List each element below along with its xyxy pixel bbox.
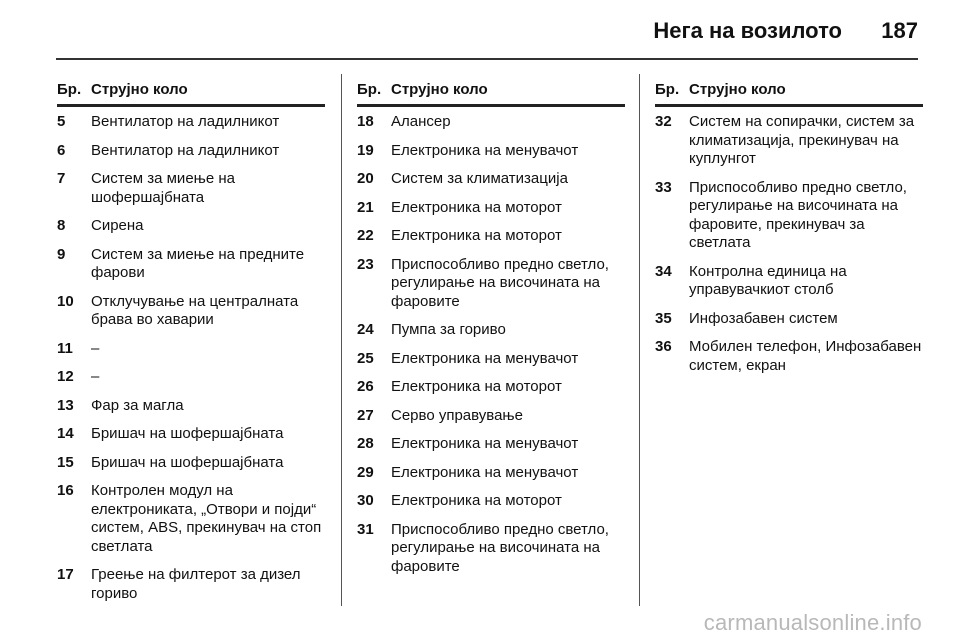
fuse-row xyxy=(357,170,625,189)
fuse-number: 8 xyxy=(57,217,66,234)
fuse-row xyxy=(57,246,325,283)
fuse-number: 35 xyxy=(655,309,672,327)
fuse-circuit: Систем за миење на шофершајбната xyxy=(91,170,235,206)
fuse-row xyxy=(57,425,325,444)
fuse-circuit: Мобилен телефон, Инфозабавен систем, екран xyxy=(689,338,922,374)
fuse-circuit: Фар за магла xyxy=(91,396,184,414)
fuse-number: 10 xyxy=(57,292,74,310)
fuse-circuit: Систем за климатизација xyxy=(391,170,568,187)
fuse-number: 24 xyxy=(357,321,374,338)
fuse-row xyxy=(357,464,625,483)
fuse-number: 21 xyxy=(357,198,374,216)
fuse-circuit: Пумпа за гориво xyxy=(391,321,506,338)
fuse-circuit: Контролна единица на управувачкиот столб xyxy=(689,262,847,298)
page-header xyxy=(0,0,960,60)
fuse-number: 9 xyxy=(57,245,66,263)
fuse-row xyxy=(57,368,325,387)
fuse-circuit: – xyxy=(91,339,100,357)
fuse-circuit: Систем на сопирачки, систем за климатизација, прекинувач на куплунгот xyxy=(689,113,915,167)
fuse-row xyxy=(357,199,625,218)
fuse-column-2 xyxy=(357,80,625,586)
fuse-circuit: Електроника на моторот xyxy=(391,198,562,216)
fuse-column-3 xyxy=(655,80,923,385)
fuse-row xyxy=(655,113,923,169)
fuse-row xyxy=(57,340,325,359)
fuse-circuit: Електроника на моторот xyxy=(391,378,562,395)
fuse-row xyxy=(357,321,625,340)
fuse-number: 22 xyxy=(357,227,374,244)
fuse-number: 12 xyxy=(57,368,74,385)
fuse-row xyxy=(57,293,325,330)
column-header-number: Бр. xyxy=(57,81,82,98)
fuse-number: 17 xyxy=(57,566,74,583)
column-header xyxy=(57,80,325,107)
fuse-row xyxy=(357,521,625,577)
fuse-row xyxy=(57,217,325,236)
fuse-number: 25 xyxy=(357,349,374,367)
column-header xyxy=(357,80,625,107)
fuse-number: 19 xyxy=(357,141,374,159)
fuse-number: 13 xyxy=(57,396,74,414)
fuse-circuit: Сирена xyxy=(91,217,144,234)
fuse-number: 33 xyxy=(655,178,672,196)
fuse-list xyxy=(357,113,625,576)
fuse-row xyxy=(57,566,325,603)
fuse-circuit: Приспособливо предно светло, регулирање на височината на фаровите xyxy=(391,520,609,575)
fuse-circuit: Вентилатор на ладилникот xyxy=(91,113,280,130)
fuse-row xyxy=(57,397,325,416)
fuse-number: 16 xyxy=(57,482,74,499)
fuse-number: 15 xyxy=(57,453,74,471)
fuse-row xyxy=(357,492,625,511)
fuse-list xyxy=(57,113,325,603)
fuse-row xyxy=(57,482,325,556)
fuse-circuit: Приспособливо предно светло, регулирање на височината на фаровите xyxy=(391,255,609,310)
fuse-row xyxy=(655,179,923,253)
fuse-row xyxy=(655,310,923,329)
fuse-number: 7 xyxy=(57,170,66,187)
fuse-row xyxy=(357,142,625,161)
fuse-circuit: Електроника на менувачот xyxy=(391,349,579,367)
fuse-number: 26 xyxy=(357,378,374,395)
fuse-circuit: – xyxy=(91,368,100,385)
fuse-circuit: Електроника на моторот xyxy=(391,227,562,244)
fuse-list xyxy=(655,113,923,375)
fuse-circuit: Електроника на менувачот xyxy=(391,435,579,452)
fuse-number: 36 xyxy=(655,338,672,355)
fuse-number: 20 xyxy=(357,170,374,187)
column-header-circuit: Струјно коло xyxy=(391,81,488,98)
fuse-circuit: Серво управување xyxy=(391,406,523,424)
fuse-number: 14 xyxy=(57,425,74,442)
fuse-number: 30 xyxy=(357,492,374,509)
fuse-row xyxy=(57,454,325,473)
fuse-circuit: Електроника на менувачот xyxy=(391,141,579,159)
fuse-number: 5 xyxy=(57,113,66,130)
fuse-circuit: Бришач на шофершајбната xyxy=(91,453,284,471)
fuse-row xyxy=(357,350,625,369)
column-divider xyxy=(639,74,640,606)
fuse-circuit: Систем за миење на предните фарови xyxy=(91,245,305,281)
fuse-row xyxy=(357,113,625,132)
fuse-circuit: Отклучување на централната брава во хаварии xyxy=(91,292,299,328)
fuse-number: 11 xyxy=(57,339,73,357)
column-header-circuit: Струјно коло xyxy=(91,81,188,98)
fuse-row xyxy=(357,378,625,397)
column-header-number: Бр. xyxy=(357,81,382,98)
fuse-row xyxy=(655,338,923,375)
fuse-row xyxy=(57,170,325,207)
fuse-number: 6 xyxy=(57,141,66,159)
fuse-number: 28 xyxy=(357,435,374,452)
page-number: 187 xyxy=(881,18,918,43)
column-header xyxy=(655,80,923,107)
fuse-number: 27 xyxy=(357,406,374,424)
fuse-circuit: Контролен модул на електрониката, „Отвори и појди“ систем, ABS, прекинувач на стоп светлата xyxy=(91,482,322,555)
fuse-row xyxy=(357,435,625,454)
fuse-number: 31 xyxy=(357,520,374,538)
column-header-number: Бр. xyxy=(655,81,680,98)
column-header-circuit: Струјно коло xyxy=(689,81,786,98)
fuse-row xyxy=(357,256,625,312)
fuse-circuit: Греење на филтерот за дизел гориво xyxy=(91,566,301,602)
fuse-number: 34 xyxy=(655,262,672,280)
fuse-number: 23 xyxy=(357,255,374,273)
column-divider xyxy=(341,74,342,606)
fuse-row xyxy=(655,263,923,300)
page-title: Нега на возилото xyxy=(653,18,842,43)
fuse-number: 29 xyxy=(357,463,374,481)
fuse-circuit: Електроника на менувачот xyxy=(391,463,579,481)
fuse-circuit: Алансер xyxy=(391,113,451,130)
fuse-circuit: Вентилатор на ладилникот xyxy=(91,141,280,159)
header-rule xyxy=(56,58,918,60)
fuse-row xyxy=(357,407,625,426)
fuse-circuit: Инфозабавен систем xyxy=(689,309,838,327)
fuse-column-1 xyxy=(57,80,325,613)
fuse-row xyxy=(57,142,325,161)
watermark: carmanualsonline.info xyxy=(703,610,922,635)
fuse-row xyxy=(57,113,325,132)
fuse-number: 32 xyxy=(655,113,672,130)
fuse-circuit: Електроника на моторот xyxy=(391,492,562,509)
fuse-circuit: Бришач на шофершајбната xyxy=(91,425,284,442)
fuse-row xyxy=(357,227,625,246)
fuse-number: 18 xyxy=(357,113,374,130)
fuse-circuit: Приспособливо предно светло, регулирање на височината на фаровите, прекинувач за светлата xyxy=(689,178,907,251)
